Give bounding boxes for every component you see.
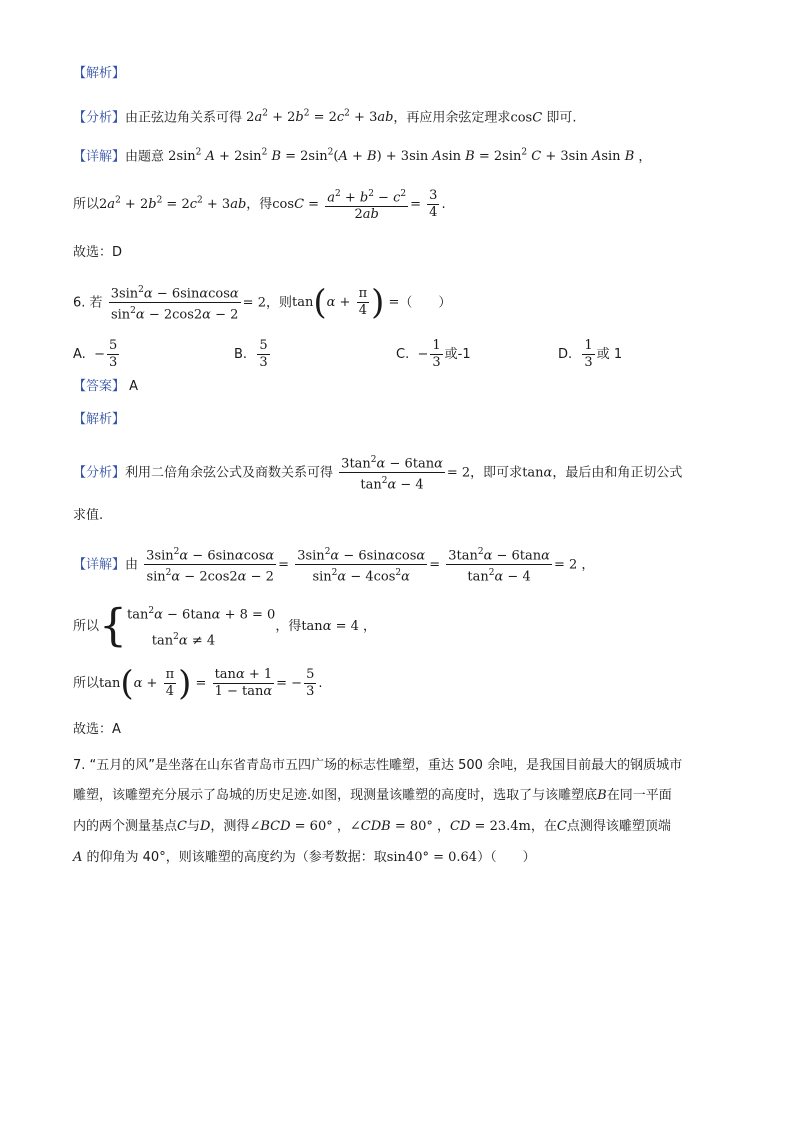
q6-fenxi-post: ，即可求 <box>470 465 523 481</box>
q6-final-line: 所以tan(α + $\frac{\pi}{4}$ ) = $\frac{\tan\alpha + 1}{1 - \tan\alpha}$ = − $\frac{5}{3}$ . <box>73 663 323 704</box>
q5-fenxi-text2: ，再应用余弦定理求 <box>393 110 511 126</box>
tan-expr: tan(α + $\frac{\pi}{4}$ ) = <box>291 282 400 323</box>
q6-fenxi-end: ，最后由和角正切公式 <box>552 465 683 481</box>
option-d[interactable]: D. $\frac{1}{3}$ 或 1 <box>558 338 623 370</box>
q6-jiexi-tag: 【解析】 <box>73 412 126 427</box>
cos-fraction: $\frac{a^2 + b^2 - c^2}{2ab}$ <box>325 186 408 223</box>
q7-line2: 雕塑，该雕塑充分展示了岛城的历史足迹.如图，现测量该雕塑的高度时，选取了与该雕塑底B在同一平面 <box>73 788 672 803</box>
option-d-label: D. <box>558 347 573 362</box>
q5-fenxi-end: 即可. <box>546 110 577 126</box>
q5-detail-formula: $2\sin^2$ $A + 2\sin^2$ $B = 2\sin^2(A + B) + 3\sin$ Asin $B = 2\sin^2$ C + 3sin Asin B <box>168 148 635 165</box>
q6-choice: 故选：A <box>73 722 121 737</box>
option-c[interactable]: C. − $\frac{1}{3}$ 或-1 <box>396 338 471 370</box>
q6-fenxi-tag: 【分析】 <box>73 465 126 481</box>
daan-tag: 【答案】 <box>73 379 126 394</box>
q5-detail-line: 【详解】由题意 $2\sin^2$ $A + 2\sin^2$ $B = 2\sin^2(A + B) + 3\sin$ Asin $B = 2\sin^2$ C + 3sin Asin B ， <box>73 148 652 165</box>
q6-paren: （ ） <box>399 295 452 311</box>
q6-answer: A <box>129 379 139 394</box>
q6-detail-line: 【详解】由 $\frac{3\sin^2\alpha - 6\sin\alpha\cos\alpha}{\sin^2\alpha - 2\cos 2\alpha - 2}$ = $\frac{3\sin^2\alpha - 6\sin\alpha\cos\alpha}{\sin^2\alpha - 4\cos^2\alpha}$ = $\frac{3\tan^2\alpha - 6\tan\alpha}{\tan^2\alpha - 4}$ = 2 ， <box>73 544 594 586</box>
equation-system: $\tan^2\alpha - 6\tan\alpha + 8 = 0$ $\tan^2\alpha \ne 4$ <box>127 606 276 649</box>
option-a[interactable]: A. − $\frac{5}{3}$ <box>73 338 118 370</box>
xiangjie-tag: 【详解】 <box>73 149 126 165</box>
cosC: cosC <box>510 110 543 126</box>
three-quarters: $\frac{3}{4}$ <box>429 188 438 221</box>
q6-analysis-line2: 求值. <box>73 508 104 523</box>
q5-analysis-line <box>73 105 576 127</box>
q6-xiangjie-tag: 【详解】 <box>73 557 126 573</box>
suoyi-text: 所以 <box>73 197 100 213</box>
q6-number: 6. 若 <box>73 295 103 311</box>
option-c-label: C. <box>396 347 410 362</box>
fenxi-tag: 【分析】 <box>73 110 126 126</box>
q6-answer-line <box>73 378 138 396</box>
q6-xiangjie-text: 由 <box>125 557 139 573</box>
q6-suoyi2: 所以 <box>73 676 100 691</box>
option-b[interactable]: B. $\frac{5}{3}$ <box>234 338 268 370</box>
q7-line4: A 的仰角为 40°，则该雕塑的高度约为（参考数据：取sin40° = 0.64）（ ） <box>73 850 536 865</box>
q6-stem: 6. 若 $\frac{3\sin^2\alpha - 6\sin\alpha\cos\alpha}{\sin^2\alpha - 2\cos 2\alpha - 2}$ = 2，则tan(α + $\frac{\pi}{4}$ ) =（ ） <box>73 282 452 323</box>
q5-result-formula: $2a^2 + 2b^2 = 2c^2 + 3ab$ <box>99 195 247 213</box>
option-b-label: B. <box>234 347 248 362</box>
q5-formula: $2a^2 + 2b^2 = 2c^2 + 3ab$ <box>246 109 394 126</box>
q7-line3: 内的两个测量基点C与D，测得∠BCD = 60° ，∠CDB = 80° ，CD = 23.4m，在C点测得该雕塑顶端 <box>73 819 671 834</box>
de-text: ，得 <box>246 197 273 213</box>
tan-fraction: $\frac{3\tan^2\alpha - 6\tan\alpha}{\tan^2\alpha - 4}$ <box>339 452 445 494</box>
q6-fraction: $\frac{3\sin^2\alpha - 6\sin\alpha\cos\alpha}{\sin^2\alpha - 2\cos 2\alpha - 2}$ <box>109 282 241 324</box>
ze-text: ，则 <box>265 295 292 311</box>
q5-xiangjie-text: 由题意 <box>125 149 165 165</box>
jiexi-tag: 【解析】 <box>73 66 126 81</box>
q6-fenxi-text: 利用二倍角余弦公式及商数关系可得 <box>125 465 334 481</box>
option-a-label: A. <box>73 347 86 362</box>
q6-analysis-line: 【分析】利用二倍角余弦公式及商数关系可得 $\frac{3\tan^2\alpha - 6\tan\alpha}{\tan^2\alpha - 4}$ = 2，即可求tanα，最后由和角正切公式 <box>73 452 682 494</box>
q5-fenxi-text: 由正弦边角关系可得 <box>125 110 243 126</box>
q5-choice: 故选：D <box>73 245 123 260</box>
q7-line1: 7. “五月的风”是坐落在山东省青岛市五四广场的标志性雕塑，重达 500 余吨，是我国目前最大的钢质城市 <box>73 758 683 773</box>
q5-result-line: 所以$2a^2 + 2b^2 = 2c^2 + 3ab$，得cosC = $\frac{a^2 + b^2 - c^2}{2ab}$ = $\frac{3}{4}$ . <box>73 186 446 223</box>
q6-de: ，得 <box>275 618 302 634</box>
q6-system-line: 所以{ $\tan^2\alpha - 6\tan\alpha + 8 = 0$ $\tan^2\alpha \ne 4$ ，得tanα = 4 ， <box>73 600 377 652</box>
q6-suoyi: 所以 <box>73 618 100 634</box>
